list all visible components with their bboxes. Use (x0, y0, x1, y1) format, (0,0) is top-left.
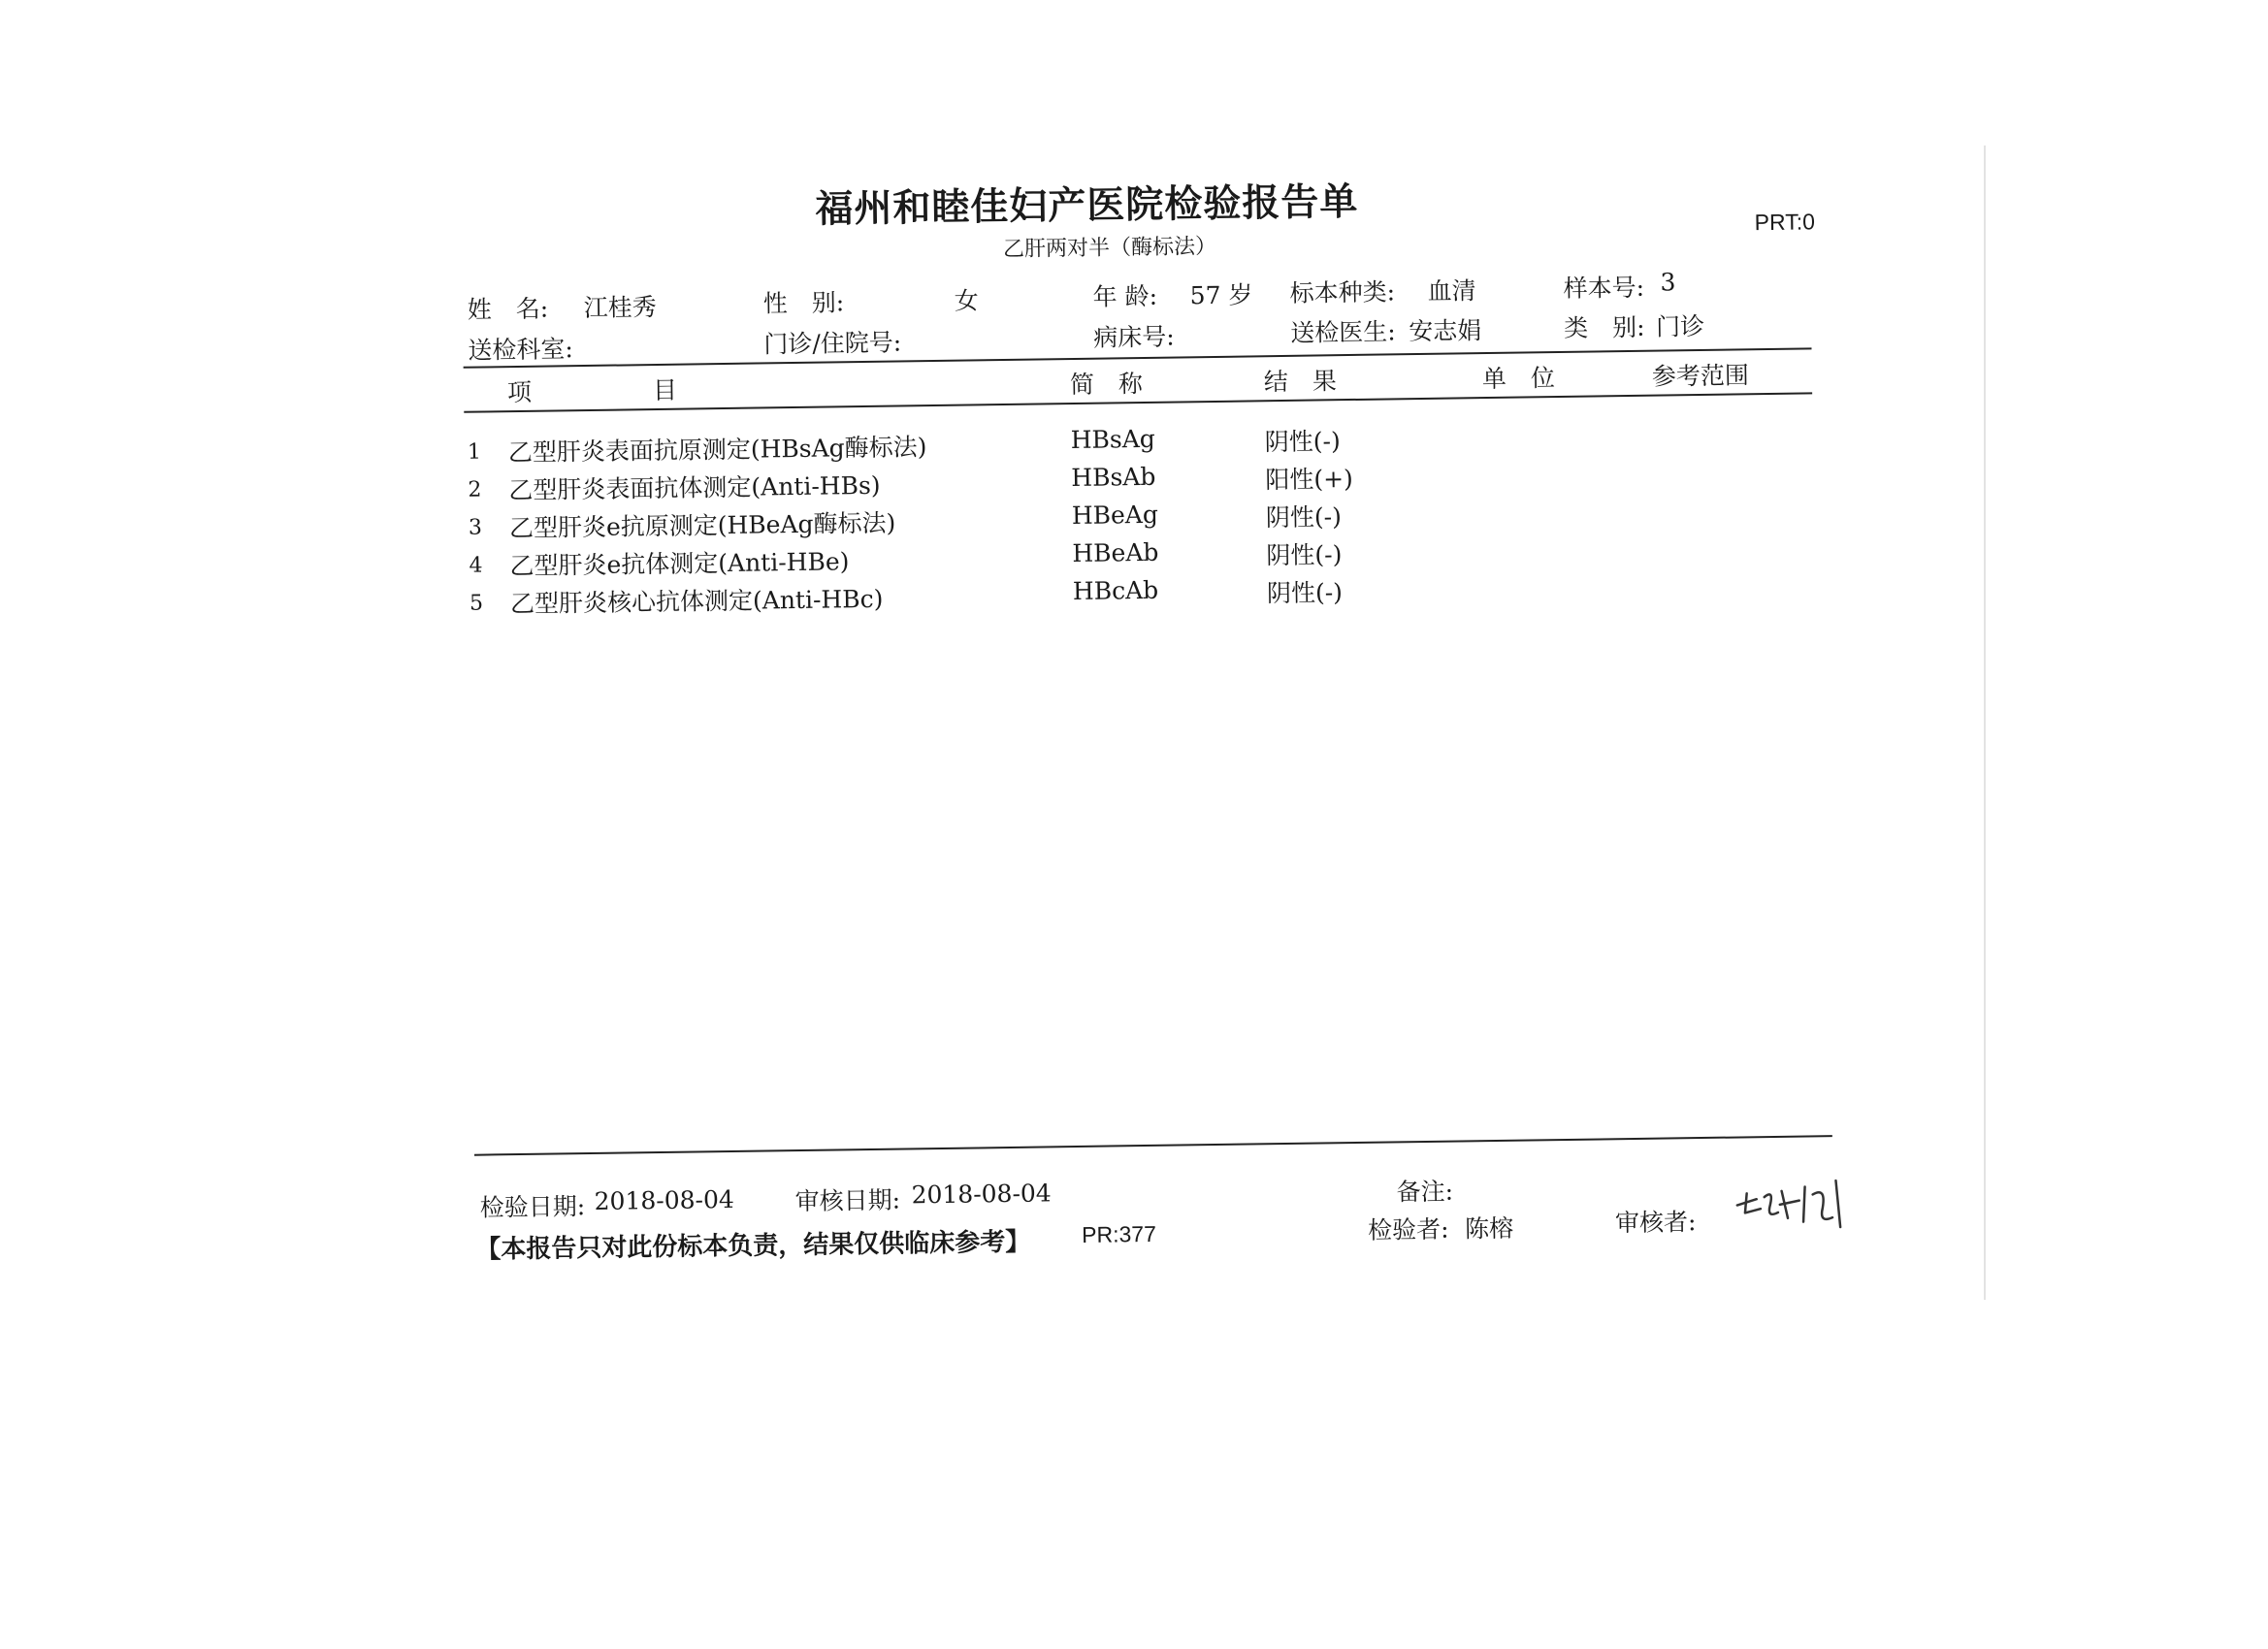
outpatient-no-label: 门诊/住院号: (763, 328, 902, 359)
prt-code: PRT:0 (1754, 209, 1816, 236)
col-abbr-header: 简 称 (1069, 369, 1144, 400)
test-date: 2018-08-04 (594, 1184, 734, 1215)
row-item: 乙型肝炎e抗原测定(HBeAg酶标法) (508, 508, 896, 543)
row-item: 乙型肝炎核心抗体测定(Anti-HBc) (509, 584, 884, 619)
doctor-label: 送检医生: (1290, 317, 1396, 347)
row-number: 5 (469, 591, 484, 616)
row-number: 3 (468, 515, 483, 540)
col-range-header: 参考范围 (1651, 361, 1750, 391)
bed-label: 病床号: (1093, 322, 1175, 352)
footer-rule (474, 1135, 1832, 1156)
row-abbr: HBsAg (1070, 424, 1155, 455)
specimen-type: 血清 (1427, 276, 1476, 306)
examiner-label: 检验者: (1367, 1214, 1449, 1245)
report-subtitle: 乙肝两对半（酶标法） (1002, 234, 1217, 262)
row-result: 阴性(-) (1265, 502, 1343, 533)
patient-sex: 女 (954, 286, 979, 315)
doctor-name: 安志娟 (1409, 316, 1482, 346)
reviewer-label: 审核者: (1614, 1208, 1697, 1238)
report-title: 福州和睦佳妇产医院检验报告单 (815, 179, 1359, 232)
category-label: 类 别: (1563, 312, 1645, 342)
category: 门诊 (1655, 311, 1705, 341)
disclaimer: 【本报告只对此份标本负责，结果仅供临床参考】 (475, 1227, 1031, 1265)
row-item: 乙型肝炎表面抗体测定(Anti-HBs) (508, 470, 881, 505)
specimen-label: 标本种类: (1289, 277, 1396, 307)
test-date-label: 检验日期: (479, 1192, 586, 1222)
row-number: 4 (469, 553, 483, 578)
row-item: 乙型肝炎e抗体测定(Anti-HBe) (509, 547, 850, 581)
col-item-header: 项 目 (506, 375, 678, 407)
remark-label: 备注: (1396, 1177, 1454, 1207)
row-number: 1 (467, 439, 482, 465)
sample-no: 3 (1660, 268, 1676, 297)
pr-code: PR:377 (1082, 1220, 1157, 1247)
patient-age: 57 岁 (1189, 280, 1253, 310)
patient-name: 江桂秀 (583, 292, 658, 323)
row-abbr: HBeAb (1072, 537, 1159, 568)
row-abbr: HBeAg (1071, 500, 1159, 531)
examiner-name: 陈榕 (1464, 1213, 1514, 1244)
col-unit-header: 单 位 (1481, 364, 1556, 394)
row-result: 阳性(+) (1265, 464, 1353, 495)
reviewer-signature (1731, 1169, 1848, 1239)
dept-label: 送检科室: (468, 335, 574, 365)
sex-label: 性 别: (762, 288, 845, 318)
sample-no-label: 样本号: (1563, 273, 1645, 303)
row-item: 乙型肝炎表面抗原测定(HBsAg酶标法) (507, 433, 927, 468)
name-label: 姓 名: (467, 294, 549, 324)
row-abbr: HBsAb (1071, 462, 1156, 493)
review-date-label: 审核日期: (794, 1185, 901, 1216)
row-number: 2 (468, 477, 482, 502)
row-result: 阴性(-) (1266, 540, 1343, 570)
review-date: 2018-08-04 (911, 1179, 1052, 1210)
row-result: 阴性(-) (1264, 427, 1341, 457)
page-edge (1984, 146, 1986, 1300)
col-result-header: 结 果 (1263, 367, 1338, 397)
lab-report (446, 165, 1849, 1310)
age-label: 年 龄: (1092, 281, 1158, 311)
row-abbr: HBcAb (1072, 575, 1159, 606)
row-result: 阴性(-) (1266, 578, 1344, 608)
